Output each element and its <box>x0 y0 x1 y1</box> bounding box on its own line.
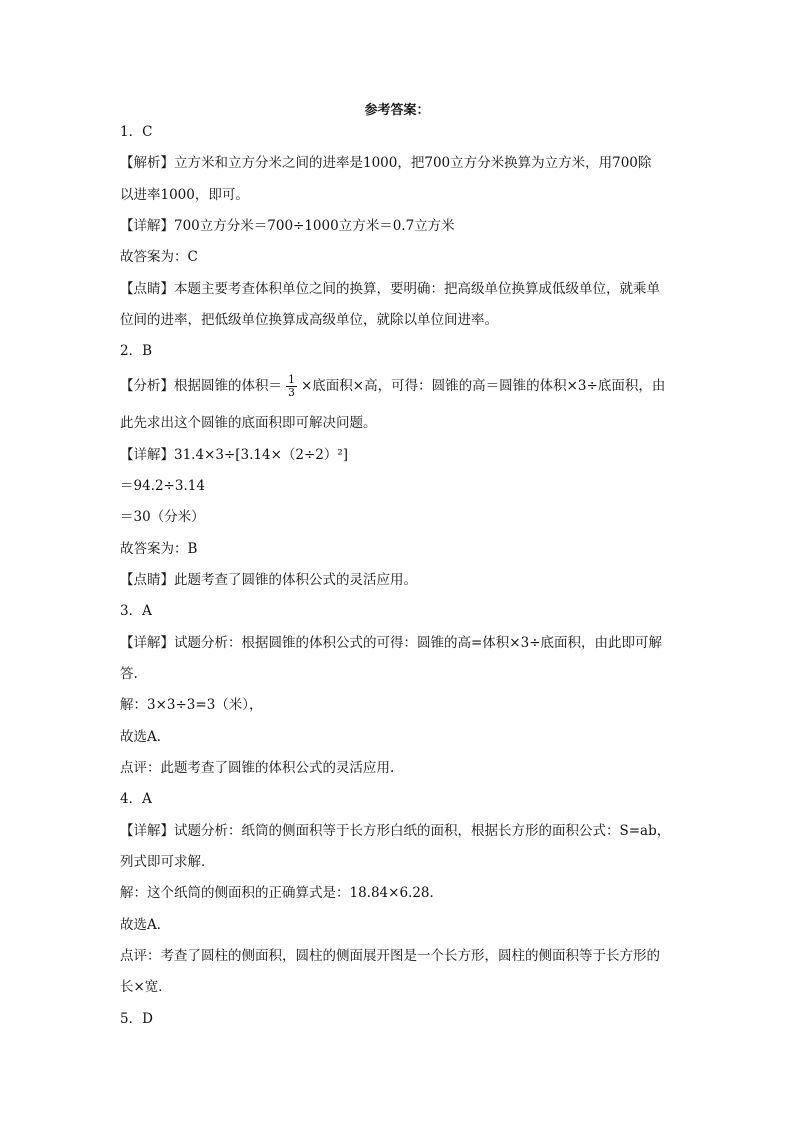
q2-answer: 故答案为：B <box>120 541 198 557</box>
q3-detail-line-1: 【详解】试题分析：根据圆锥的体积公式的可得：圆锥的高=体积×3÷底面积，由此即可解 <box>120 635 663 651</box>
q1-analysis-line-2: 以进率1000，即可。 <box>120 187 249 203</box>
q1-answer: 故答案为：C <box>120 249 198 265</box>
q2-comment: 【点睛】此题考查了圆锥的体积公式的灵活应用。 <box>120 572 417 588</box>
q2-analysis-line-2: 此先求出这个圆锥的底面积即可解决问题。 <box>120 415 377 431</box>
q2-analysis-suffix: ×底面积×高，可得：圆锥的高＝圆锥的体积×3÷底面积，由 <box>301 378 666 394</box>
fraction-denominator: 3 <box>288 386 295 399</box>
q1-detail: 【详解】700立方分米＝700÷1000立方米＝0.7立方米 <box>120 218 455 234</box>
q4-number: 4．A <box>120 791 152 807</box>
q4-solution: 解：这个纸筒的侧面积的正确算式是：18.84×6.28． <box>120 885 444 901</box>
q3-answer: 故选A． <box>120 729 171 745</box>
one-third-fraction <box>286 374 297 399</box>
q2-detail: 【详解】31.4×3÷[3.14×（2÷2）²] <box>120 447 349 463</box>
q4-detail-line-2: 列式即可求解． <box>120 854 215 870</box>
page-title: 参考答案： <box>364 103 430 118</box>
q2-analysis-prefix: 【分析】根据圆锥的体积＝ <box>120 378 282 394</box>
fraction-numerator: 1 <box>288 373 295 386</box>
q2-step-2: ＝30（分米） <box>120 509 205 525</box>
q1-analysis-line-1: 【解析】立方米和立方分米之间的进率是1000，把700立方分米换算为立方米，用700除 <box>120 155 652 171</box>
q2-analysis-line-1 <box>120 374 690 399</box>
q2-step-1: ＝94.2÷3.14 <box>120 478 205 494</box>
q5-number: 5．D <box>120 1011 153 1027</box>
q1-comment-line-2: 位间的进率，把低级单位换算成高级单位，就除以单位间进率。 <box>120 312 498 328</box>
q3-detail-line-2: 答. <box>120 666 138 682</box>
q4-comment-line-2: 长×宽． <box>120 979 172 995</box>
q1-comment-line-1: 【点睛】本题主要考查体积单位之间的换算，要明确：把高级单位换算成低级单位，就乘单 <box>120 281 660 297</box>
q4-detail-line-1: 【详解】试题分析：纸筒的侧面积等于长方形白纸的面积，根据长方形的面积公式：S=ab， <box>120 823 671 839</box>
q2-number: 2．B <box>120 343 153 359</box>
q1-number: 1．C <box>120 124 153 140</box>
q3-comment: 点评：此题考查了圆锥的体积公式的灵活应用. <box>120 760 395 776</box>
q3-solution: 解：3×3÷3=3（米）， <box>120 697 263 713</box>
q4-answer: 故选A． <box>120 917 171 933</box>
q4-comment-line-1: 点评：考查了圆柱的侧面积，圆柱的侧面展开图是一个长方形，圆柱的侧面积等于长方形的 <box>120 948 660 964</box>
q3-number: 3．A <box>120 603 152 619</box>
